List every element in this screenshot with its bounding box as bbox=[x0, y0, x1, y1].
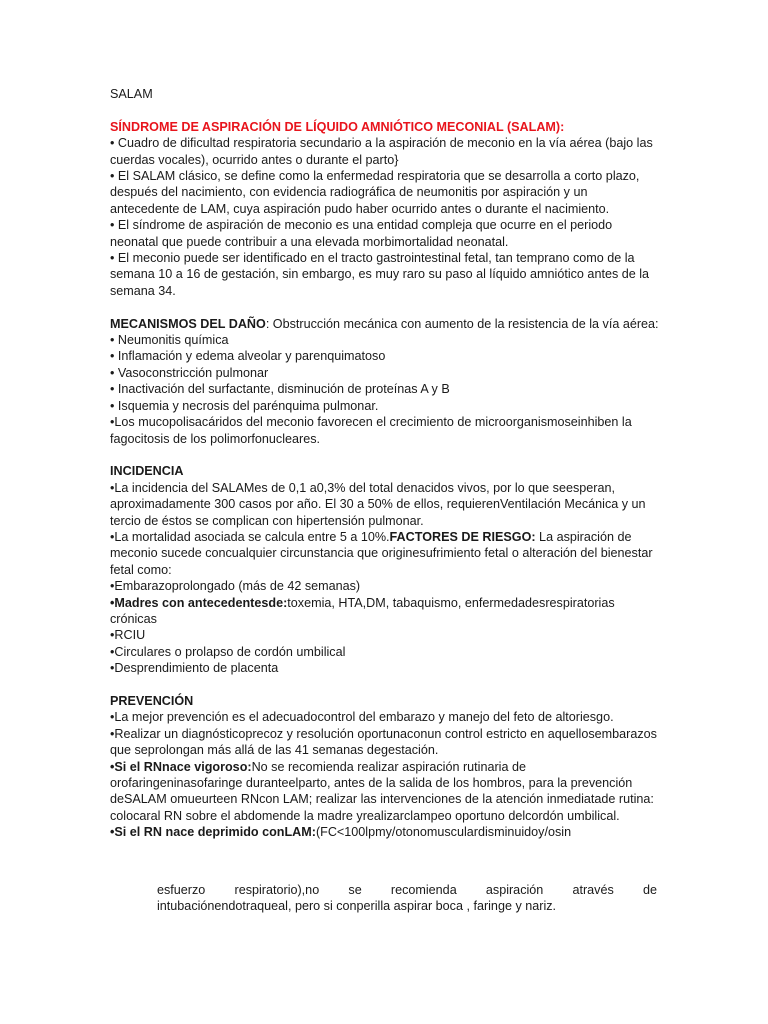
list-item: • El SALAM clásico, se define como la enfermedad respiratoria que se desarrolla a corto plazo, después del nacimiento, con evidencia radiográfica de neumonitis por aspiración y un antecedente de LAM, cuya aspiración pudo haber ocurrido antes o durante el nacimiento. bbox=[110, 169, 640, 216]
indented-paragraph bbox=[157, 882, 657, 915]
list-item: •RCIU bbox=[110, 628, 146, 643]
list-item bbox=[110, 759, 660, 825]
list-item: •Los mucopolisacáridos del meconio favorecen el crecimiento de microorganismoseinhiben la fagocitosis de los polimorfonucleares. bbox=[110, 415, 632, 446]
list-item bbox=[110, 824, 660, 840]
risk-factors-heading: FACTORES DE RIESGO: bbox=[389, 529, 536, 544]
section-heading-prevencion bbox=[110, 693, 660, 709]
list-item: • Vasoconstricción pulmonar bbox=[110, 365, 269, 380]
mechanisms-paragraph bbox=[110, 316, 660, 332]
list-item: • El meconio puede ser identificado en el tracto gastrointestinal fetal, tan temprano como de la semana 10 a 16 de gestación, sin embargo, es muy raro su paso al líquido amniótico antes de la semana 34. bbox=[110, 251, 650, 298]
word: esfuerzo bbox=[157, 883, 206, 897]
list-item: • Inactivación del surfactante, disminución de proteínas A y B bbox=[110, 382, 450, 397]
mothers-label: •Madres con antecedentesde: bbox=[110, 595, 288, 610]
list-item: •La incidencia del SALAMes de 0,1 a0,3% del total denacidos vivos, por lo que seesperan, aproximadamente 300 casos por año. El 30 a 50% de ellos, requierenVentilación Mecánica y un tercio de éstos se complican con hipertensión pulmonar. bbox=[110, 480, 646, 528]
document-body bbox=[110, 86, 660, 841]
word: se bbox=[348, 883, 362, 897]
risk-factors-text: La aspiración de meconio sucede concualquier circunstancia que originesufrimiento fetal o alteración del bienestar fetal como: bbox=[110, 529, 653, 577]
justified-line bbox=[157, 882, 657, 898]
mothers-text: toxemia, HTA,DM, tabaquismo, enfermedadesrespiratorias crónicas bbox=[110, 595, 615, 626]
indented-line: intubaciónendotraqueal, pero si conperilla aspirar boca , faringe y nariz. bbox=[157, 899, 557, 914]
depressed-text: (FC<100lpmy/otonomusculardisminuidoy/osin bbox=[315, 825, 572, 840]
list-item bbox=[110, 529, 660, 578]
list-item: • Neumonitis química bbox=[110, 333, 229, 348]
list-item: • Isquemia y necrosis del parénquima pulmonar. bbox=[110, 398, 379, 413]
section-heading-salam: SÍNDROME DE ASPIRACIÓN DE LÍQUIDO AMNIÓTICO MECONIAL (SALAM): bbox=[110, 119, 565, 134]
vigorous-label: •Si el RNnace vigoroso: bbox=[110, 759, 252, 774]
vigorous-text: No se recomienda realizar aspiración rutinaria de orofaringeninasofaringe duranteelparto, antes de la salida de los hombros, para la prevención deSALAM omueurteen RNcon LAM; realizar las intervenciones de la atención inmediatade rutina: colocaral RN sobre el abdomende la madre yrealizarclampeo oportuno delcordón umbilical. bbox=[110, 759, 654, 823]
list-item: •Realizar un diagnósticoprecoz y resolución oportunaconun control estricto en aquellosembarazos que seprolongan más allá de las 41 semanas degestación. bbox=[110, 726, 657, 758]
list-item: •La mejor prevención es el adecuadocontrol del embarazo y manejo del feto de altoriesgo. bbox=[110, 710, 614, 725]
word: de bbox=[642, 883, 657, 897]
list-item: •Circulares o prolapso de cordón umbilical bbox=[110, 644, 346, 659]
mortality-text: •La mortalidad asociada se calcula entre 5 a 10%. bbox=[110, 529, 390, 544]
prevencion-label: PREVENCIÓN bbox=[110, 693, 194, 708]
word: recomienda bbox=[390, 883, 457, 897]
list-item: •Desprendimiento de placenta bbox=[110, 661, 279, 676]
word: respiratorio),no bbox=[234, 883, 320, 897]
list-item: • El síndrome de aspiración de meconio es una entidad compleja que ocurre en el periodo neonatal que puede contribuir a una elevada morbimortalidad neonatal. bbox=[110, 218, 613, 249]
section-heading-incidencia bbox=[110, 463, 660, 479]
doc-title: SALAM bbox=[110, 87, 153, 101]
section-heading-mecanismos: MECANISMOS DEL DAÑO bbox=[110, 316, 266, 331]
list-item: • Cuadro de dificultad respiratoria secundario a la aspiración de meconio en la vía aérea (bajo las cuerdas vocales), ocurrido antes o durante el parto} bbox=[110, 136, 653, 167]
list-item bbox=[110, 595, 660, 628]
word: através bbox=[572, 883, 614, 897]
list-item: • Inflamación y edema alveolar y parenquimatoso bbox=[110, 349, 386, 364]
list-item: •Embarazoprolongado (más de 42 semanas) bbox=[110, 579, 361, 594]
mechanisms-intro: : Obstrucción mecánica con aumento de la resistencia de la vía aérea: bbox=[265, 316, 659, 331]
word: aspiración bbox=[485, 883, 544, 897]
depressed-label: •Si el RN nace deprimido conLAM: bbox=[110, 825, 316, 840]
incidencia-label: INCIDENCIA bbox=[110, 464, 184, 479]
